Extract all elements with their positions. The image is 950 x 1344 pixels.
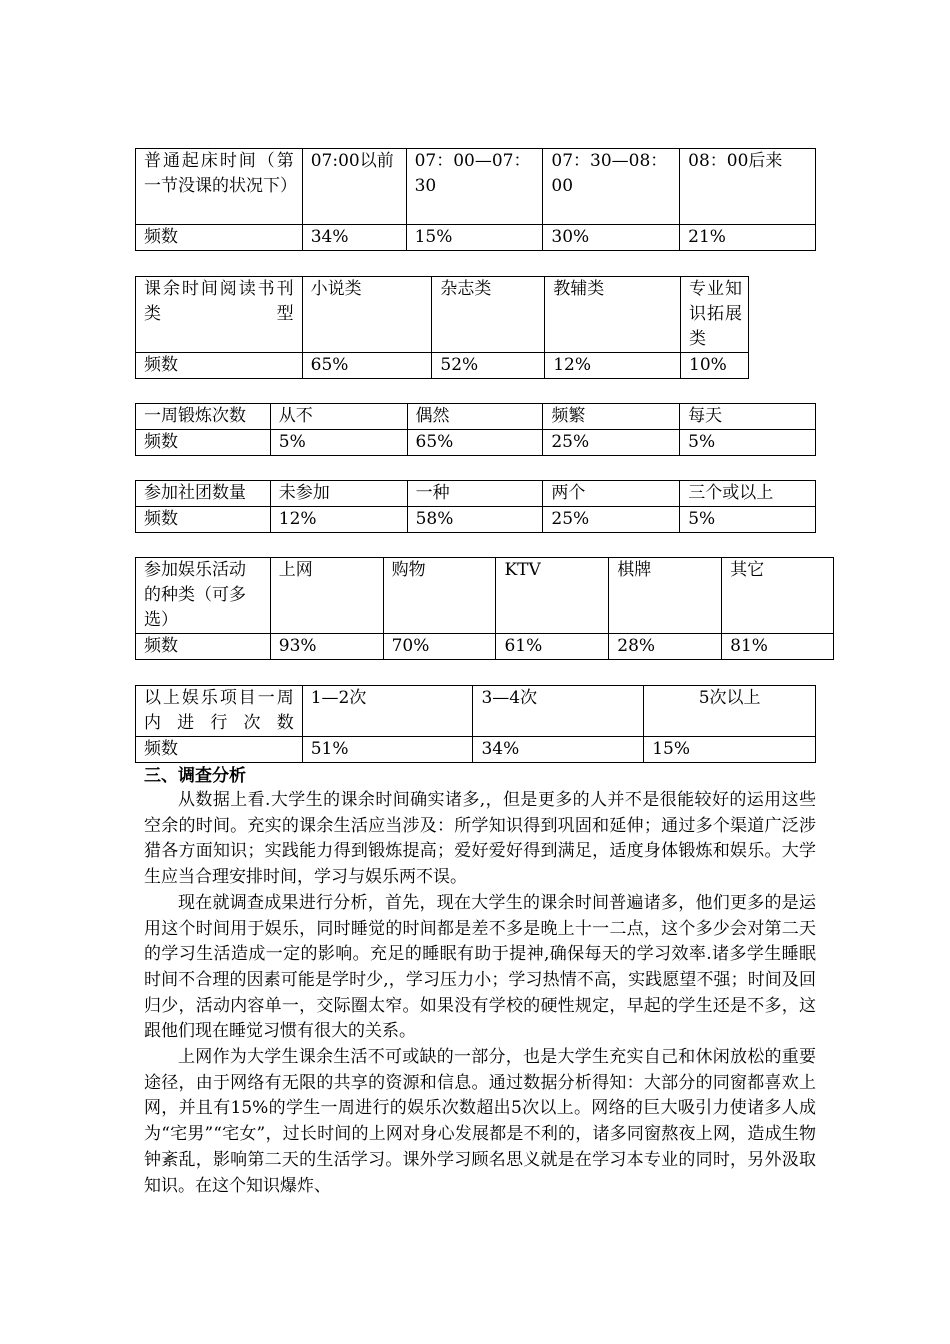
table-header-row	[136, 277, 749, 353]
table-cell: 61%	[496, 634, 609, 660]
table-cell: 25%	[543, 430, 680, 456]
table-header-row	[136, 686, 816, 737]
table-cell: 一周锻炼次数	[136, 404, 271, 430]
table-cell: 从不	[270, 404, 407, 430]
table-cell: 3—4次	[473, 686, 644, 737]
table-cell: 15%	[406, 225, 543, 251]
table-cell: 频数	[136, 353, 303, 379]
table-cell: 5%	[680, 507, 816, 533]
table-cell: 杂志类	[432, 277, 545, 353]
club-count-table	[135, 480, 816, 533]
table-cell: 08：00后来	[680, 149, 816, 225]
entertainment-frequency-table	[135, 685, 816, 763]
table-cell: 教辅类	[545, 277, 681, 353]
table-cell: 频数	[136, 737, 303, 763]
reading-type-table	[135, 276, 749, 379]
table-cell: 12%	[545, 353, 681, 379]
exercise-table	[135, 403, 816, 456]
table-header-row	[136, 481, 816, 507]
table-row	[136, 507, 816, 533]
table-header-row	[136, 404, 816, 430]
table-cell: 频数	[136, 225, 303, 251]
entertainment-type-table	[135, 557, 834, 660]
table-cell: 12%	[270, 507, 407, 533]
paragraph: 现在就调查成果进行分析，首先，现在大学生的课余时间普遍诸多，他们更多的是运用这个时间用于娱乐，同时睡觉的时间都是差不多是晚上十一二点，这个多少会对第二天的学习生活造成一定的影响。充足的睡眠有助于提神,确保每天的学习效率.诸多学生睡眠时间不合理的因素可能是学时少,，学习压力小；学习热情不高，实践愿望不强；时间及回归少，活动内容单一，交际圈太窄。如果没有学校的硬性规定，早起的学生还是不多，这跟他们现在睡觉习惯有很大的关系。	[144, 892, 816, 1042]
table-row	[136, 225, 816, 251]
table-cell: 小说类	[302, 277, 432, 353]
table-cell: 5%	[680, 430, 816, 456]
table-cell: 普通起床时间（第一节没课的状况下）	[136, 149, 303, 225]
table-cell: 28%	[609, 634, 722, 660]
table-row	[136, 634, 834, 660]
table-header-row	[136, 149, 816, 225]
table-cell: 频数	[136, 507, 271, 533]
table-cell: 25%	[543, 507, 680, 533]
table-cell: 58%	[407, 507, 543, 533]
table-cell: 参加社团数量	[136, 481, 271, 507]
table-cell: 课余时间阅读书刊类型	[136, 277, 303, 353]
table-cell: 上网	[270, 558, 383, 634]
table-cell: 未参加	[270, 481, 407, 507]
paragraph: 上网作为大学生课余生活不可或缺的一部分，也是大学生充实自己和休闲放松的重要途径，由于网络有无限的共享的资源和信息。通过数据分析得知：大部分的同窗都喜欢上网，并且有15%的学生一周进行的娱乐次数超出5次以上。网络的巨大吸引力使诸多人成为“宅男”“宅女”，过长时间的上网对身心发展都是不利的，诸多同窗熬夜上网，造成生物钟紊乱，影响第二天的生活学习。课外学习顾名思义就是在学习本专业的同时，另外汲取知识。在这个知识爆炸、	[144, 1047, 816, 1196]
table-cell: 棋牌	[609, 558, 722, 634]
table-cell: 81%	[722, 634, 834, 660]
table-cell: 参加娱乐活动的种类（可多选）	[136, 558, 271, 634]
table-cell: KTV	[496, 558, 609, 634]
table-cell: 以上娱乐项目一周内进行次数	[136, 686, 303, 737]
table-cell: 65%	[302, 353, 432, 379]
table-cell: 70%	[383, 634, 496, 660]
table-cell: 51%	[302, 737, 473, 763]
table-cell: 65%	[407, 430, 543, 456]
analysis-body	[144, 788, 816, 1199]
table-row	[136, 737, 816, 763]
table-cell: 93%	[270, 634, 383, 660]
table-cell: 52%	[432, 353, 545, 379]
table-cell: 频数	[136, 430, 271, 456]
table-cell: 07：30—08：00	[543, 149, 680, 225]
table-header-row	[136, 558, 834, 634]
wake-time-table	[135, 148, 816, 251]
table-cell: 34%	[473, 737, 644, 763]
table-cell: 30%	[543, 225, 680, 251]
table-cell: 频数	[136, 634, 271, 660]
table-cell: 频繁	[543, 404, 680, 430]
table-cell: 购物	[383, 558, 496, 634]
table-cell: 15%	[644, 737, 816, 763]
table-cell: 1—2次	[302, 686, 473, 737]
section-heading: 三、调查分析	[144, 766, 246, 786]
table-cell: 07:00以前	[302, 149, 406, 225]
paragraph: 从数据上看.大学生的课余时间确实诸多,，但是更多的人并不是很能较好的运用这些空余的时间。充实的课余生活应当涉及：所学知识得到巩固和延伸；通过多个渠道广泛涉猎各方面知识；实践能力得到锻炼提高；爱好爱好得到满足，适度身体锻炼和娱乐。大学生应当合理安排时间，学习与娱乐两不误。	[144, 790, 816, 888]
table-cell: 每天	[680, 404, 816, 430]
table-cell: 三个或以上	[680, 481, 816, 507]
table-cell: 10%	[681, 353, 749, 379]
table-cell: 21%	[680, 225, 816, 251]
table-row	[136, 430, 816, 456]
table-cell: 一种	[407, 481, 543, 507]
table-row	[136, 353, 749, 379]
table-cell: 专业知识拓展类	[681, 277, 749, 353]
table-cell: 其它	[722, 558, 834, 634]
table-cell: 5次以上	[644, 686, 816, 737]
table-cell: 偶然	[407, 404, 543, 430]
table-cell: 5%	[270, 430, 407, 456]
table-cell: 07：00—07：30	[406, 149, 543, 225]
table-cell: 两个	[543, 481, 680, 507]
table-cell: 34%	[302, 225, 406, 251]
